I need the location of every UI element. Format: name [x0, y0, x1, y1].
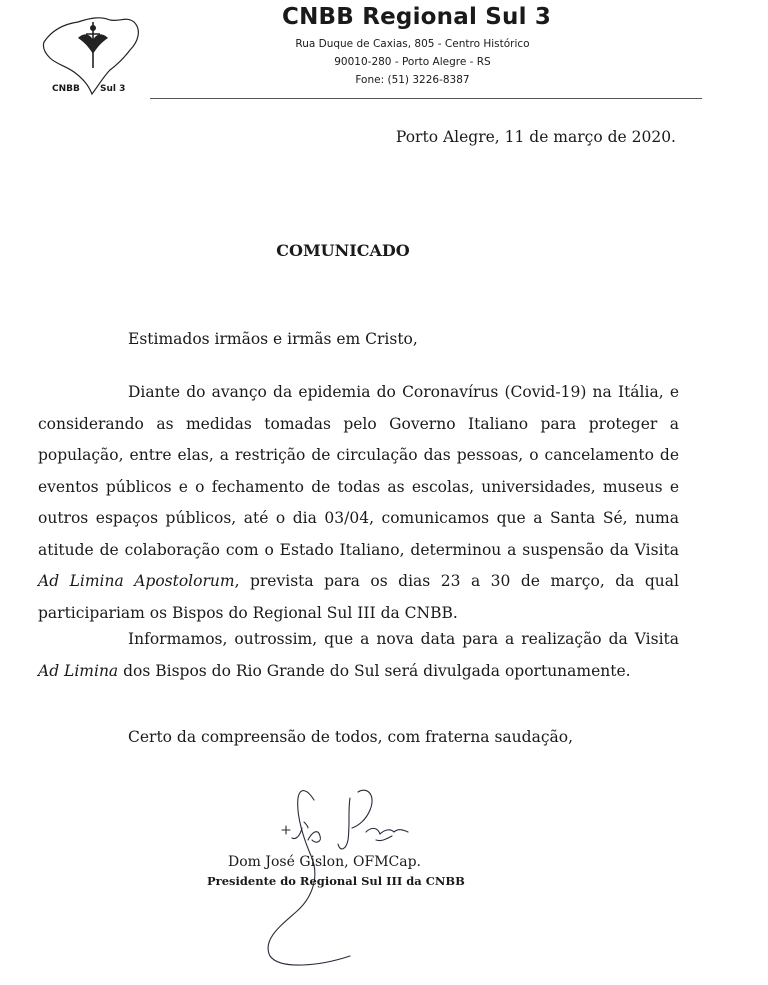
- letter-greeting: Estimados irmãos e irmãs em Cristo,: [128, 330, 418, 348]
- address-city: 90010-280 - Porto Alegre - RS: [334, 56, 491, 68]
- letter-date: Porto Alegre, 11 de março de 2020.: [395, 128, 676, 146]
- phone-number: Fone: (51) 3226-8387: [355, 74, 470, 86]
- logo-label-sul3: Sul 3: [100, 84, 126, 94]
- signer-name: Dom José Gislon, OFMCap.: [228, 854, 422, 870]
- paragraph-2-italic: Ad Limina: [38, 661, 119, 680]
- cnbb-logo: [38, 8, 148, 98]
- paragraph-1-text-a: Diante do avanço da epidemia do Coronavírus (Covid-19) na Itália, e considerando as medidas tomadas pelo Governo Italiano para proteger a população, entre elas, a restrição de circulação das pessoas, o cancelamento de eventos públicos e o fechamento de todas as escolas, universidades, museus e outros espaços públicos, até o dia 03/04, comunicamos que a Santa Sé, numa atitude de colaboração com o Estado Italiano, determinou a suspensão da Visita: [38, 383, 679, 559]
- paragraph-2-text-a: Informamos, outrossim, que a nova data para a realização da Visita: [128, 630, 679, 648]
- paragraph-1: [38, 377, 679, 629]
- signer-role: Presidente do Regional Sul III da CNBB: [207, 874, 465, 888]
- organization-name: CNBB Regional Sul 3: [282, 4, 552, 30]
- logo-label-cnbb: CNBB: [52, 84, 80, 94]
- address-street: Rua Duque de Caxias, 805 - Centro Histórico: [295, 38, 530, 50]
- paragraph-2: [38, 624, 679, 687]
- paragraph-1-text-b: , prevista para os dias 23 a 30 de março, da qual participariam os Bispos do Regional Sul III da CNBB.: [38, 572, 679, 622]
- letter-closing: Certo da compreensão de todos, com fraterna saudação,: [128, 728, 573, 746]
- paragraph-1-italic: Ad Limina Apostolorum: [38, 572, 235, 590]
- letter-title: COMUNICADO: [276, 241, 410, 260]
- header-divider: [150, 98, 702, 99]
- paragraph-2-text-b: dos Bispos do Rio Grande do Sul será divulgada oportunamente.: [118, 661, 631, 680]
